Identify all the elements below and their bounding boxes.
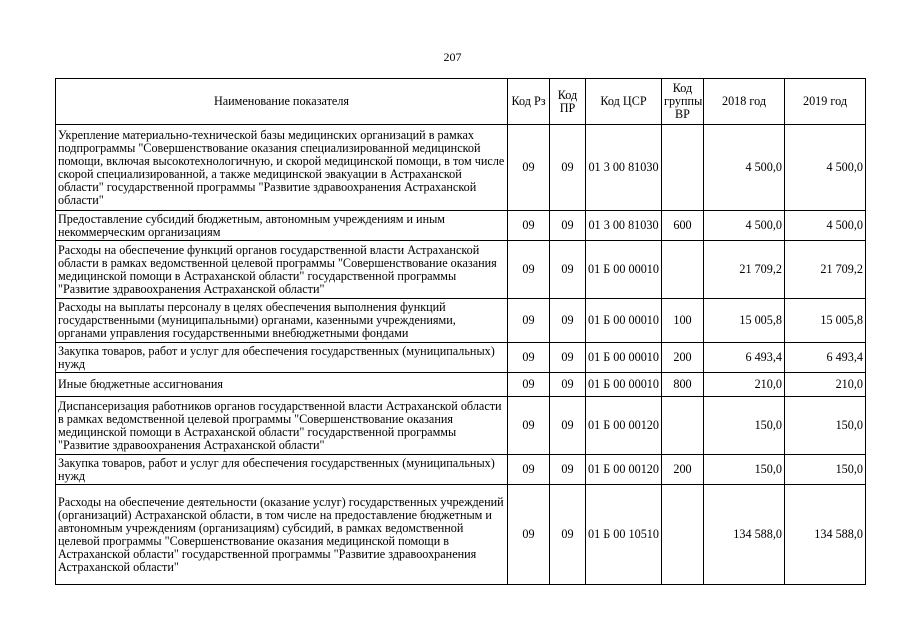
row-rz: 09 xyxy=(508,299,550,343)
header-rz: Код Рз xyxy=(508,79,550,125)
row-pr: 09 xyxy=(550,299,586,343)
row-vr: 800 xyxy=(662,373,704,397)
header-vr: Код группы ВР xyxy=(662,79,704,125)
row-2018: 4 500,0 xyxy=(704,125,785,211)
row-2018: 210,0 xyxy=(704,373,785,397)
header-pr: Код ПР xyxy=(550,79,586,125)
row-2019: 210,0 xyxy=(785,373,866,397)
row-vr xyxy=(662,397,704,455)
row-rz: 09 xyxy=(508,125,550,211)
row-name: Расходы на обеспечение деятельности (оказание услуг) государственных учреждений (организаций) Астраханской области, в том числе на предоставление бюджетным и автономным учреждениям (организациям) субсидий, в рамках ведомственной целевой программы "Совершенствование оказания медицинской помощи в Астраханской области" государственной программы "Развитие здравоохранения Астраханской области" xyxy=(56,485,508,585)
table-row xyxy=(56,241,866,299)
row-name: Иные бюджетные ассигнования xyxy=(56,373,508,397)
row-csr: 01 3 00 81030 xyxy=(586,211,662,241)
row-2018: 21 709,2 xyxy=(704,241,785,299)
table-row xyxy=(56,299,866,343)
row-2019: 4 500,0 xyxy=(785,125,866,211)
row-2019: 150,0 xyxy=(785,397,866,455)
table-row xyxy=(56,455,866,485)
header-2019: 2019 год xyxy=(785,79,866,125)
table-row xyxy=(56,211,866,241)
table-row xyxy=(56,397,866,455)
row-name: Расходы на обеспечение функций органов государственной власти Астраханской области в рамках ведомственной целевой программы "Совершенствование оказания медицинской помощи в Астраханской области" государственной программы "Развитие здравоохранения Астраханской области" xyxy=(56,241,508,299)
row-csr: 01 Б 00 00010 xyxy=(586,373,662,397)
row-name: Закупка товаров, работ и услуг для обеспечения государственных (муниципальных) нужд xyxy=(56,343,508,373)
row-2019: 134 588,0 xyxy=(785,485,866,585)
row-vr: 200 xyxy=(662,455,704,485)
row-2018: 15 005,8 xyxy=(704,299,785,343)
row-rz: 09 xyxy=(508,373,550,397)
row-pr: 09 xyxy=(550,397,586,455)
page-number: 207 xyxy=(443,50,462,64)
row-rz: 09 xyxy=(508,241,550,299)
table-row xyxy=(56,125,866,211)
row-pr: 09 xyxy=(550,455,586,485)
row-rz: 09 xyxy=(508,397,550,455)
row-2018: 4 500,0 xyxy=(704,211,785,241)
row-2019: 21 709,2 xyxy=(785,241,866,299)
row-2018: 134 588,0 xyxy=(704,485,785,585)
header-name: Наименование показателя xyxy=(56,79,508,125)
row-vr xyxy=(662,125,704,211)
row-csr: 01 Б 00 00010 xyxy=(586,241,662,299)
row-2019: 15 005,8 xyxy=(785,299,866,343)
row-vr: 100 xyxy=(662,299,704,343)
row-2019: 150,0 xyxy=(785,455,866,485)
row-name: Укрепление материально-технической базы медицинских организаций в рамках подпрограммы "Совершенствование оказания специализированной медицинской помощи, включая высокотехнологичную, и скорой медицинской помощи, в том числе скорой специализированной, а также медицинской эвакуации в Астраханской области" государственной программы "Развитие здравоохранения Астраханской области" xyxy=(56,125,508,211)
table-header-row xyxy=(56,79,866,125)
row-pr: 09 xyxy=(550,125,586,211)
row-rz: 09 xyxy=(508,343,550,373)
row-2018: 6 493,4 xyxy=(704,343,785,373)
row-pr: 09 xyxy=(550,211,586,241)
row-csr: 01 3 00 81030 xyxy=(586,125,662,211)
row-name: Расходы на выплаты персоналу в целях обеспечения выполнения функций государственными (муниципальными) органами, казенными учреждениями, органами управления государственными внебюджетными фондами xyxy=(56,299,508,343)
header-csr: Код ЦСР xyxy=(586,79,662,125)
row-vr xyxy=(662,241,704,299)
row-vr: 600 xyxy=(662,211,704,241)
row-rz: 09 xyxy=(508,455,550,485)
row-rz: 09 xyxy=(508,485,550,585)
row-csr: 01 Б 00 10510 xyxy=(586,485,662,585)
row-pr: 09 xyxy=(550,373,586,397)
budget-table xyxy=(55,78,866,585)
row-2018: 150,0 xyxy=(704,455,785,485)
row-pr: 09 xyxy=(550,485,586,585)
row-2019: 4 500,0 xyxy=(785,211,866,241)
row-vr: 200 xyxy=(662,343,704,373)
row-csr: 01 Б 00 00010 xyxy=(586,299,662,343)
table-row xyxy=(56,373,866,397)
row-csr: 01 Б 00 00120 xyxy=(586,397,662,455)
row-pr: 09 xyxy=(550,241,586,299)
row-csr: 01 Б 00 00120 xyxy=(586,455,662,485)
row-name: Закупка товаров, работ и услуг для обеспечения государственных (муниципальных) нужд xyxy=(56,455,508,485)
row-name: Диспансеризация работников органов государственной власти Астраханской области в рамках ведомственной целевой программы "Совершенствование оказания медицинской помощи в Астраханской области" государственной программы "Развитие здравоохранения Астраханской области" xyxy=(56,397,508,455)
header-2018: 2018 год xyxy=(704,79,785,125)
row-2018: 150,0 xyxy=(704,397,785,455)
row-name: Предоставление субсидий бюджетным, автономным учреждениям и иным некоммерческим организациям xyxy=(56,211,508,241)
table-row xyxy=(56,485,866,585)
table-row xyxy=(56,343,866,373)
row-pr: 09 xyxy=(550,343,586,373)
row-rz: 09 xyxy=(508,211,550,241)
row-vr xyxy=(662,485,704,585)
row-csr: 01 Б 00 00010 xyxy=(586,343,662,373)
row-2019: 6 493,4 xyxy=(785,343,866,373)
